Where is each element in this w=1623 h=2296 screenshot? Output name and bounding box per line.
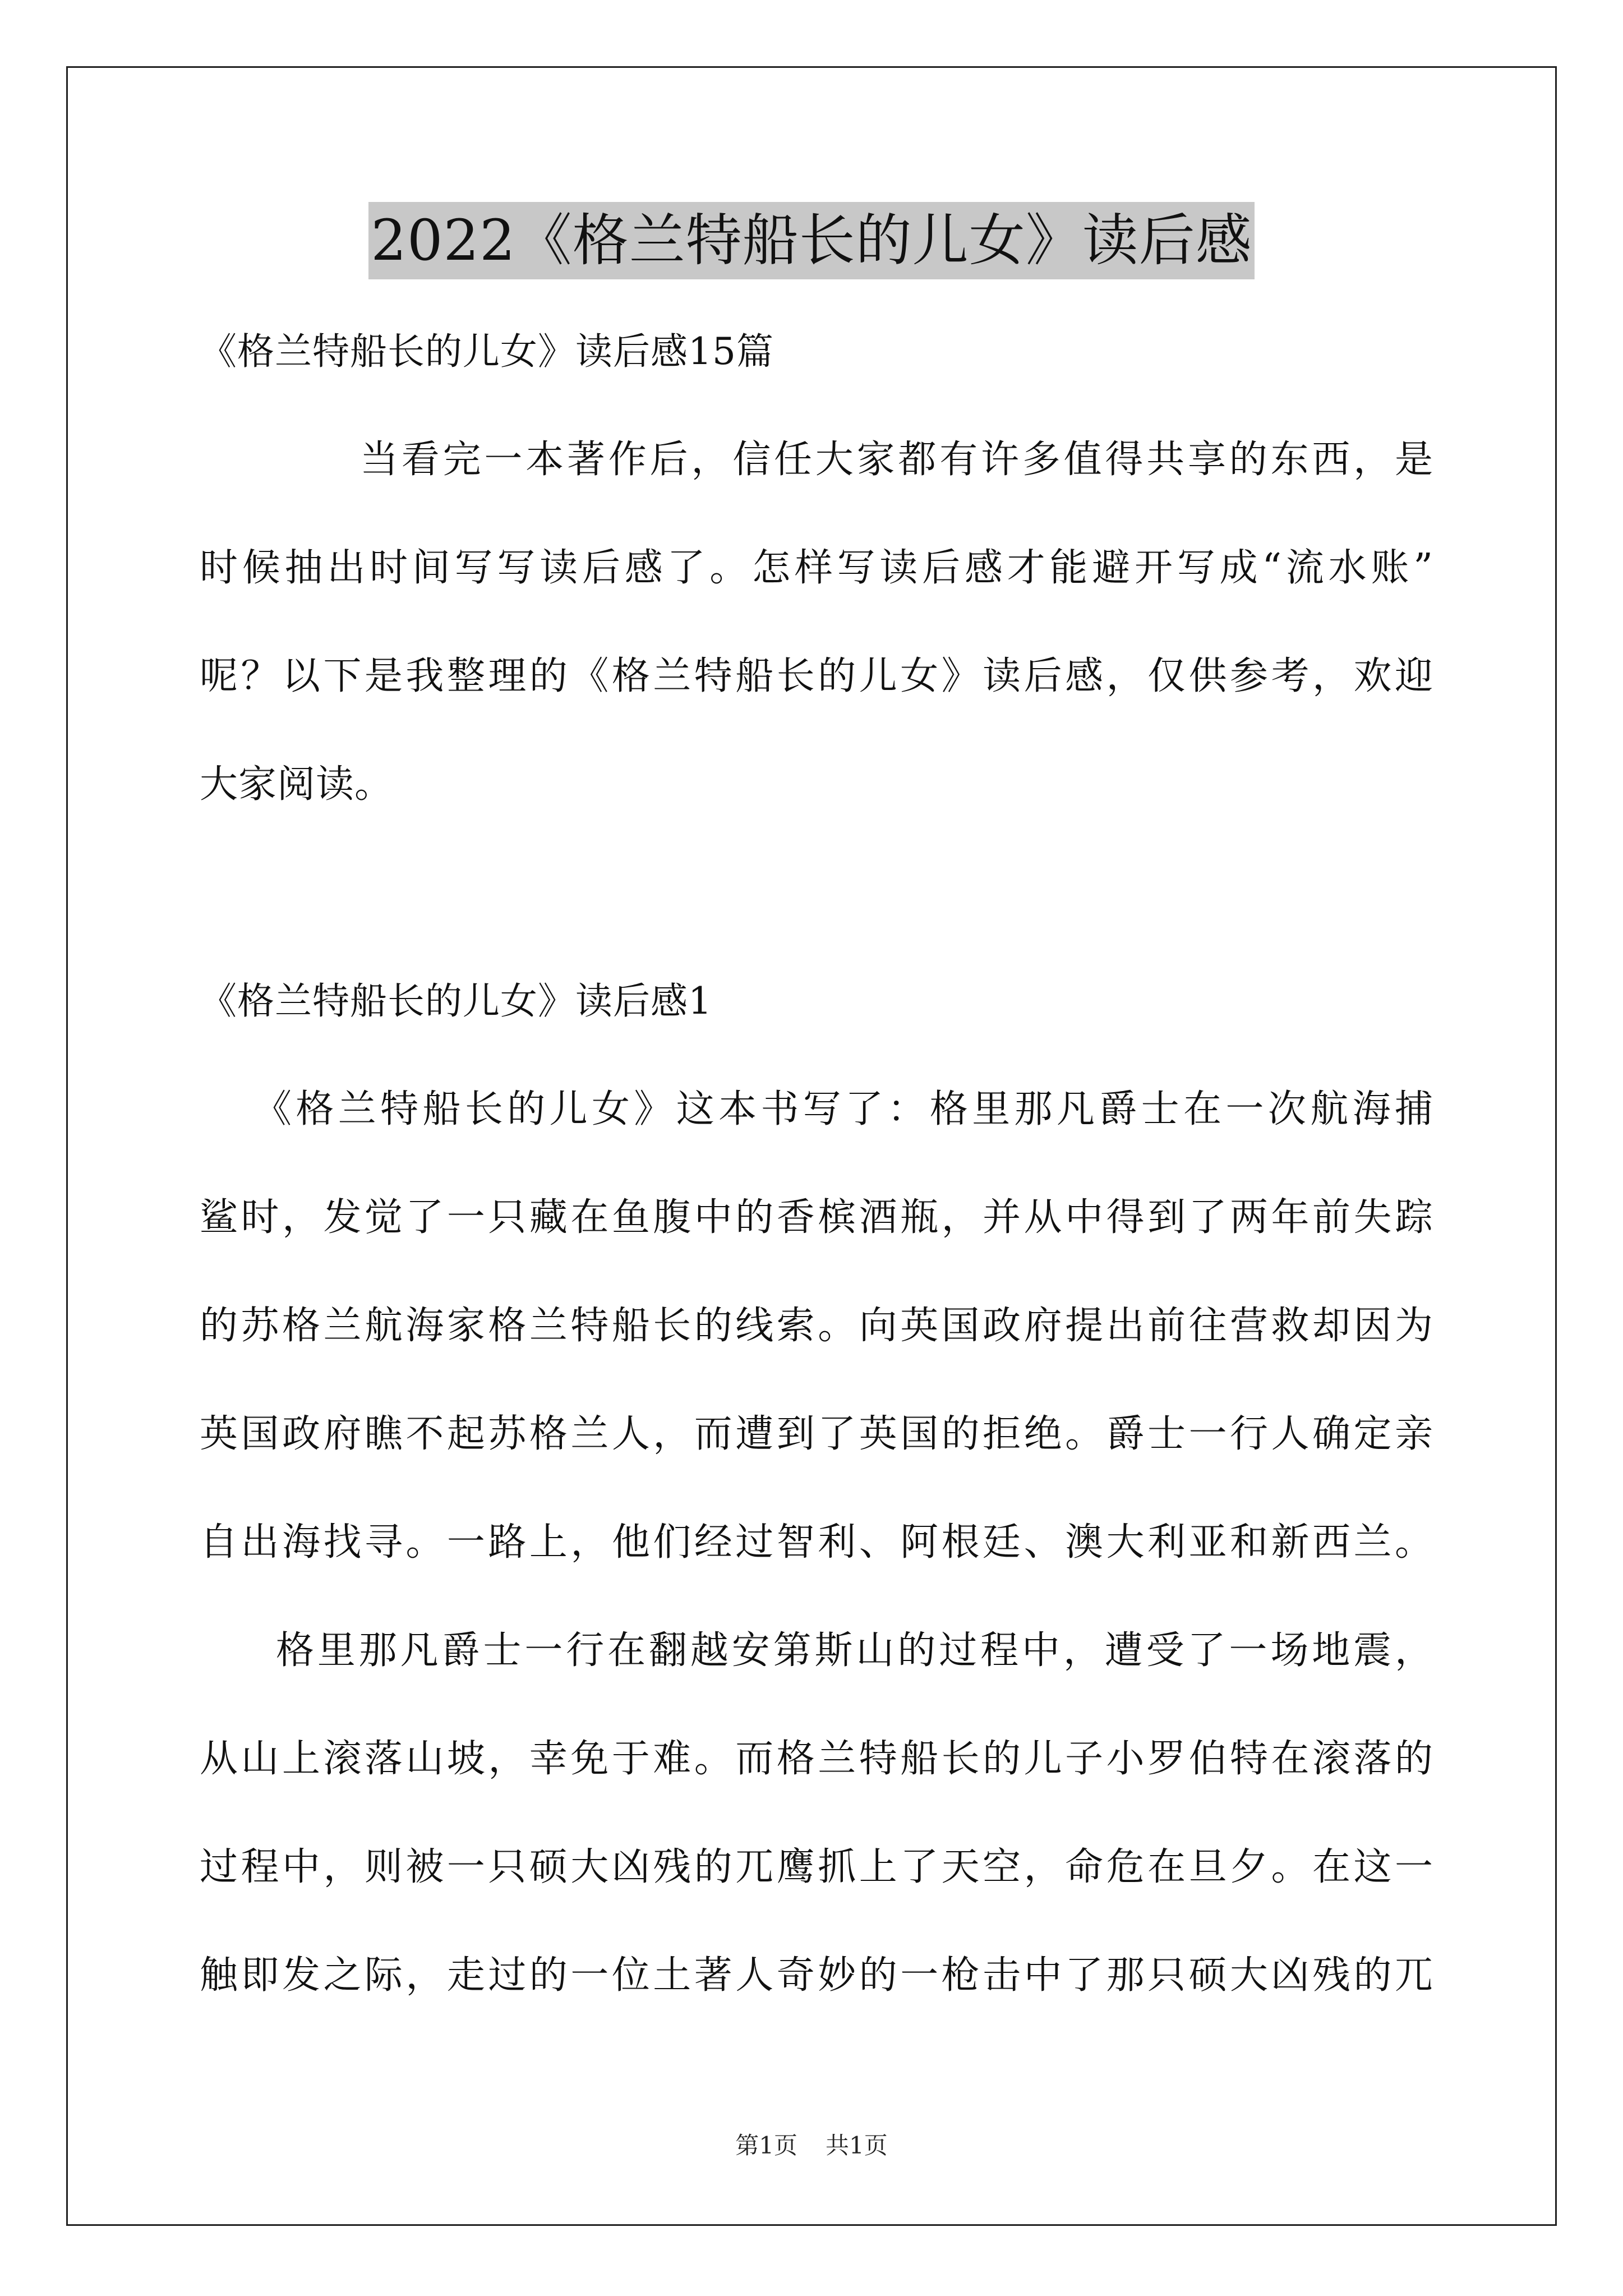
intro-line: 当看完一本著作后，信任大家都有许多值得共享的东西，是 — [360, 438, 1433, 482]
paragraph-spacer — [200, 839, 1433, 947]
paragraph-line: 的苏格兰航海家格兰特船长的线索。向英国政府提出前往营救却因为 — [200, 1304, 1433, 1348]
page-footer — [0, 2129, 1623, 2162]
document-subtitle: 《格兰特船长的儿女》读后感15篇 — [200, 330, 774, 373]
document-body — [200, 297, 1433, 2030]
intro-line: 呢？以下是我整理的《格兰特船长的儿女》读后感，仅供参考，欢迎 — [200, 654, 1433, 698]
page-number: 第1页 — [735, 2132, 797, 2159]
paragraph-line: 《格兰特船长的儿女》这本书写了：格里那凡爵士在一次航海捕 — [253, 1087, 1433, 1131]
paragraph-line: 英国政府瞧不起苏格兰人，而遭到了英国的拒绝。爵士一行人确定亲 — [200, 1412, 1433, 1456]
paragraph-line: 自出海找寻。一路上，他们经过智利、阿根廷、澳大利亚和新西兰。 — [200, 1520, 1433, 1565]
intro-line: 大家阅读。 — [200, 762, 394, 807]
intro-line: 时候抽出时间写写读后感了。怎样写读后感才能避开写成“流水账” — [200, 546, 1433, 590]
document-title: 2022《格兰特船长的儿女》读后感 — [368, 202, 1255, 279]
paragraph-line: 过程中，则被一只硕大凶残的兀鹰抓上了天空，命危在旦夕。在这一 — [200, 1845, 1433, 1889]
page-total: 共1页 — [826, 2132, 888, 2159]
paragraph-line: 从山上滚落山坡，幸免于难。而格兰特船长的儿子小罗伯特在滚落的 — [200, 1737, 1433, 1781]
section-heading: 《格兰特船长的儿女》读后感1 — [200, 979, 712, 1023]
title-container — [0, 202, 1623, 279]
paragraph-line: 格里那凡爵士一行在翻越安第斯山的过程中，遭受了一场地震， — [276, 1628, 1433, 1673]
paragraph-line: 触即发之际，走过的一位土著人奇妙的一枪击中了那只硕大凶残的兀 — [200, 1953, 1433, 1998]
paragraph-line: 鲨时，发觉了一只藏在鱼腹中的香槟酒瓶，并从中得到了两年前失踪 — [200, 1195, 1433, 1240]
